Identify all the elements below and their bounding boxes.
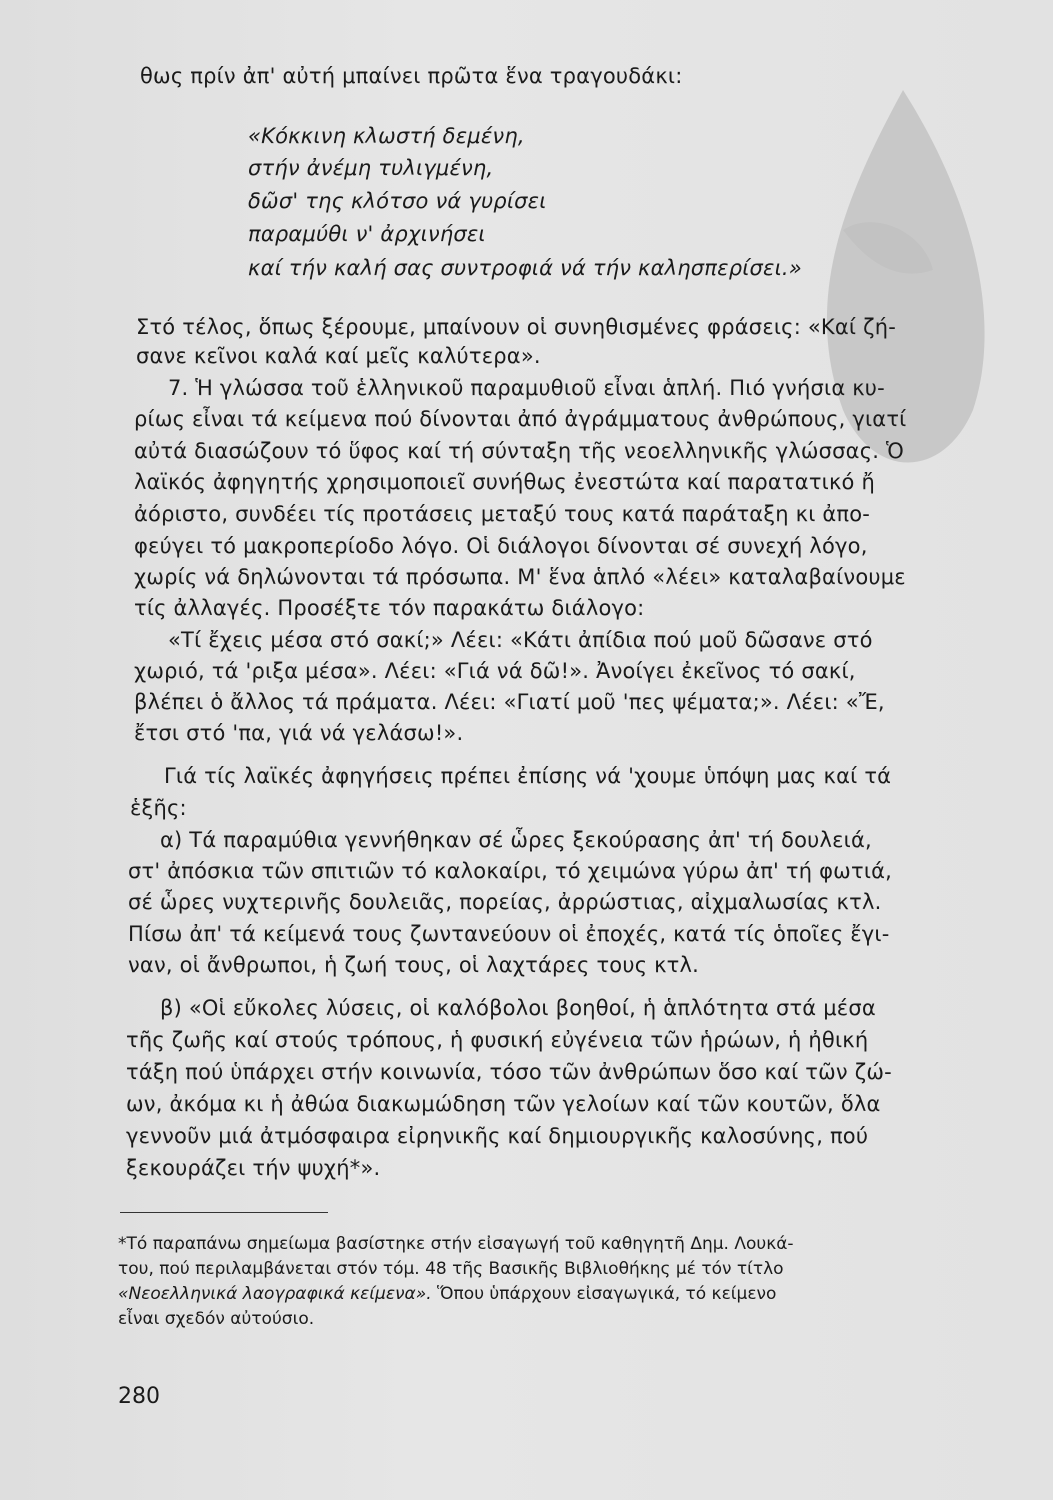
body-line: λαϊκός ἀφηγητής χρησιμοποιεῖ συνήθως ἐνεστώτα καί παρατατικό ἤ xyxy=(134,470,875,494)
footnote-line: *Τό παραπάνω σημείωμα βασίστηκε στήν εἰσαγωγή τοῦ καθηγητῆ Δημ. Λουκά- xyxy=(118,1234,794,1254)
body-line: ἑξῆς: xyxy=(130,796,187,820)
body-line: ἀόριστο, συνδέει τίς προτάσεις μεταξύ τους κατά παράταξη κι ἀπο- xyxy=(134,502,871,526)
body-line: ναν, οἱ ἄνθρωποι, ἡ ζωή τους, οἱ λαχτάρες τους κτλ. xyxy=(128,953,700,977)
poem-line: καί τήν καλή σας συντροφιά νά τήν καλησπερίσει.» xyxy=(248,256,802,280)
body-line: ων, ἀκόμα κι ἡ ἀθώα διακωμώδηση τῶν γελοίων καί τῶν κουτῶν, ὅλα xyxy=(126,1092,881,1116)
footnote-line: του, πού περιλαμβάνεται στόν τόμ. 48 τῆς Βασικῆς Βιβλιοθήκης μέ τόν τίτλο xyxy=(118,1259,784,1279)
footnote-text: Ὅπου ὑπάρχουν εἰσαγωγικά, τό κείμενο xyxy=(431,1284,777,1304)
poem-line: στήν ἀνέμη τυλιγμένη, xyxy=(248,156,494,180)
body-line: Στό τέλος, ὅπως ξέρουμε, μπαίνουν οἱ συνηθισμένες φράσεις: «Καί ζή- xyxy=(136,315,897,339)
body-line: α) Τά παραμύθια γεννήθηκαν σέ ὧρες ξεκούρασης ἀπ' τή δουλειά, xyxy=(160,828,872,852)
body-line: ἔτσι στό 'πα, γιά νά γελάσω!». xyxy=(134,721,464,745)
body-line: τῆς ζωῆς καί στούς τρόπους, ἡ φυσική εὐγένεια τῶν ἡρώων, ἡ ἠθική xyxy=(126,1028,869,1052)
poem-line: δῶσ' της κλότσο νά γυρίσει xyxy=(248,189,547,213)
intro-line: θως πρίν ἀπ' αὐτή μπαίνει πρῶτα ἕνα τραγουδάκι: xyxy=(140,64,683,88)
body-line: στ' ἀπόσκια τῶν σπιτιῶν τό καλοκαίρι, τό χειμώνα γύρω ἀπ' τή φωτιά, xyxy=(128,859,893,883)
body-line: β) «Οἱ εὔκολες λύσεις, οἱ καλόβολοι βοηθοί, ἡ ἁπλότητα στά μέσα xyxy=(160,996,876,1020)
page-number: 280 xyxy=(118,1384,160,1409)
body-line: τάξη πού ὑπάρχει στήν κοινωνία, τόσο τῶν ἀνθρώπων ὅσο καί τῶν ζώ- xyxy=(126,1060,892,1084)
body-line: αὐτά διασώζουν τό ὕφος καί τή σύνταξη τῆς νεοελληνικῆς γλώσσας. Ὁ xyxy=(134,439,905,463)
body-line: γεννοῦν μιά ἀτμόσφαιρα εἰρηνικῆς καί δημιουργικῆς καλοσύνης, πού xyxy=(126,1124,869,1148)
footnote-divider xyxy=(120,1212,328,1213)
footnote-line xyxy=(118,1282,776,1306)
body-line: σέ ὧρες νυχτερινῆς δουλειᾶς, πορείας, ἀρρώστιας, αἰχμαλωσίας κτλ. xyxy=(128,890,882,914)
body-line: χωρίς νά δηλώνονται τά πρόσωπα. Μ' ἕνα ἁπλό «λέει» καταλαβαίνουμε xyxy=(134,565,906,589)
body-line: τίς ἀλλαγές. Προσέξτε τόν παρακάτω διάλογο: xyxy=(134,596,645,620)
body-line: σανε κεῖνοι καλά καί μεῖς καλύτερα». xyxy=(136,344,541,368)
body-line: ρίως εἶναι τά κείμενα πού δίνονται ἀπό ἀγράμματους ἀνθρώπους, γιατί xyxy=(134,407,907,431)
body-line: φεύγει τό μακροπερίοδο λόγο. Οἱ διάλογοι δίνονται σέ συνεχή λόγο, xyxy=(134,534,868,558)
footnote-line: εἶναι σχεδόν αὐτούσιο. xyxy=(118,1309,315,1329)
body-line: ξεκουράζει τήν ψυχή*». xyxy=(126,1156,381,1180)
poem-line: «Κόκκινη κλωστή δεμένη, xyxy=(248,124,525,148)
body-line: χωριό, τά 'ριξα μέσα». Λέει: «Γιά νά δῶ!». Ἀνοίγει ἐκεῖνος τό σακί, xyxy=(134,659,856,683)
body-line: Πίσω ἀπ' τά κείμενά τους ζωντανεύουν οἱ ἐποχές, κατά τίς ὁποῖες ἔγι- xyxy=(128,922,890,946)
body-line: βλέπει ὁ ἄλλος τά πράματα. Λέει: «Γιατί μοῦ 'πες ψέματα;». Λέει: «Ἔ, xyxy=(134,690,885,714)
body-line: Γιά τίς λαϊκές ἀφηγήσεις πρέπει ἐπίσης νά 'χουμε ὑπόψη μας καί τά xyxy=(164,764,892,788)
body-line: 7. Ἡ γλώσσα τοῦ ἑλληνικοῦ παραμυθιοῦ εἶναι ἁπλή. Πιό γνήσια κυ- xyxy=(168,376,885,400)
footnote-book-title: «Νεοελληνικά λαογραφικά κείμενα». xyxy=(118,1284,432,1304)
poem-line: παραμύθι ν' ἀρχινήσει xyxy=(248,222,486,246)
body-line: «Τί ἔχεις μέσα στό σακί;» Λέει: «Κάτι ἀπίδια πού μοῦ δῶσανε στό xyxy=(168,628,873,652)
